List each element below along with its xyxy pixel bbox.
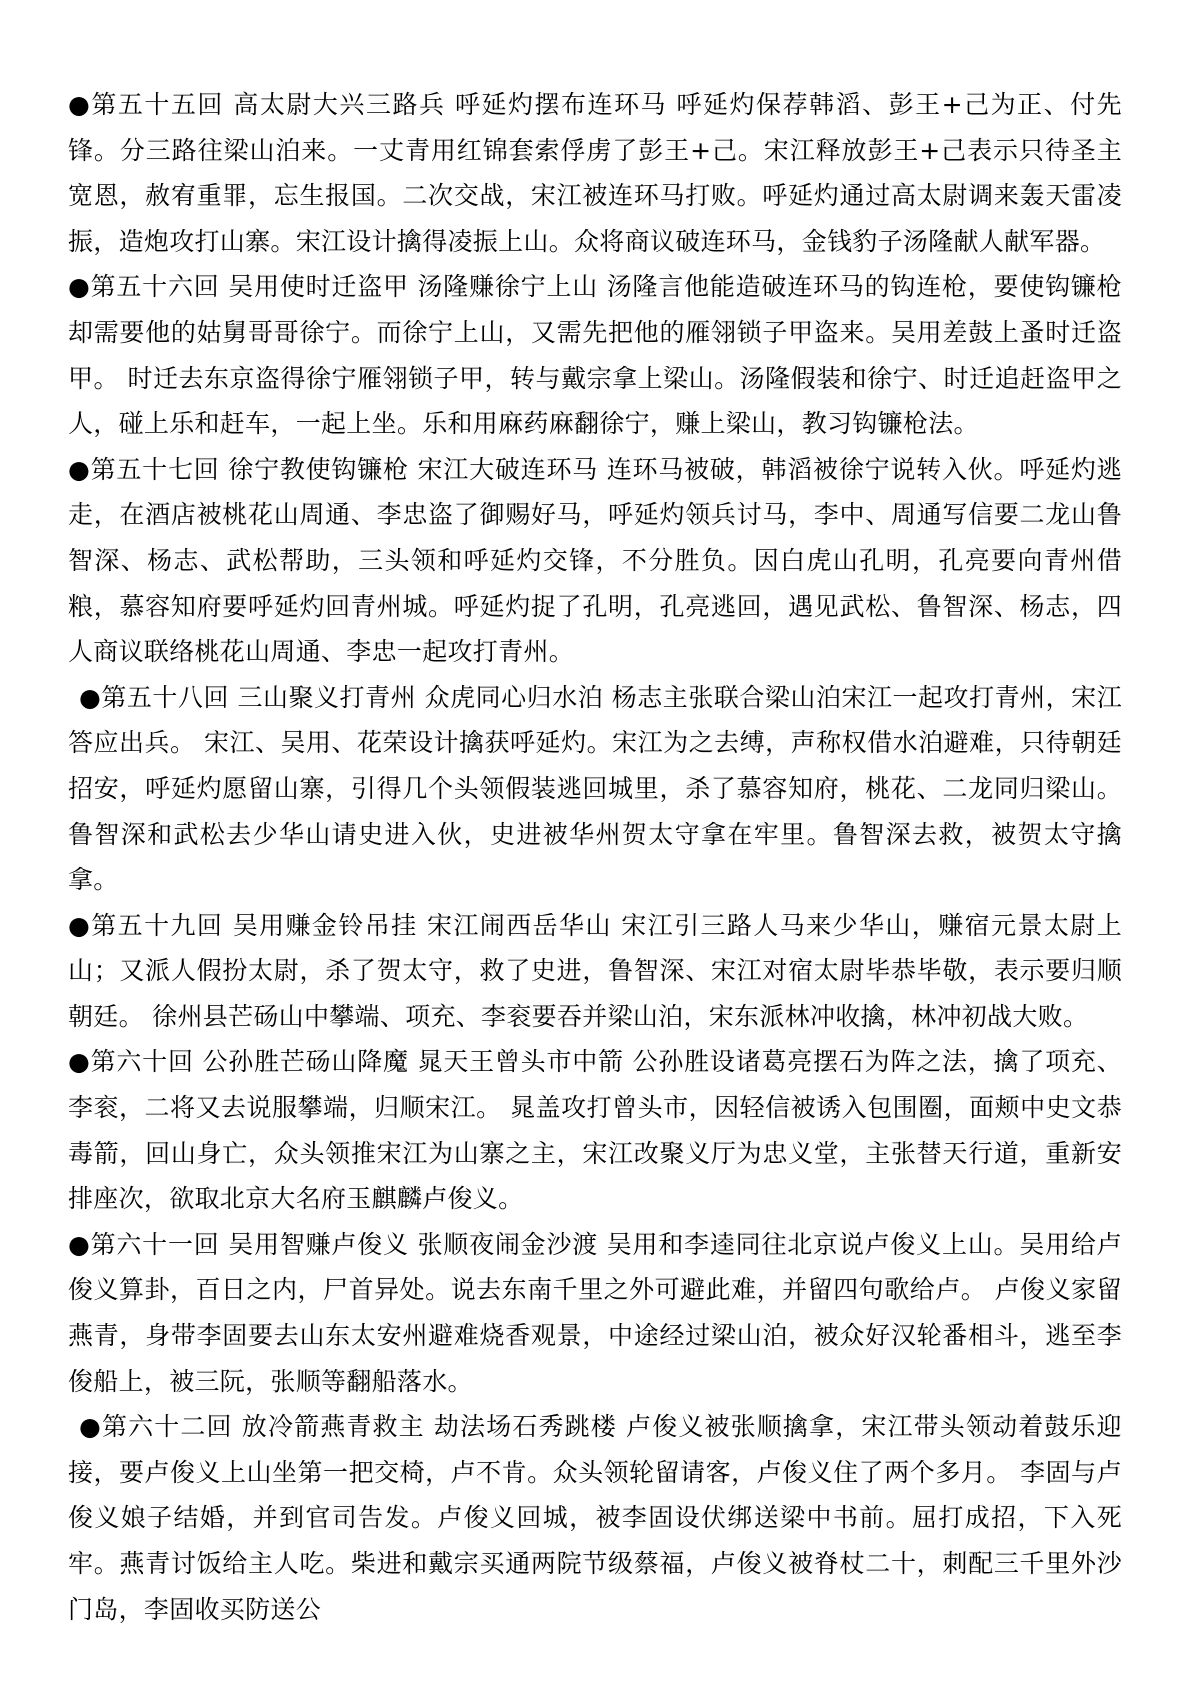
bullet-icon: ● — [68, 90, 92, 119]
chapter-body: 宋江引三路人马来少华山，赚宿元景太尉上山；又派人假扮太尉，杀了贺太守，救了史进，鲁智深、宋江对宿太尉毕恭毕敬，表示要归顺朝廷。 徐州县芒砀山中攀端、项充、李衮要吞并梁山泊，宋东派林冲收擒，林冲初战大败。 — [68, 910, 1123, 1031]
chapter-title: 徐宁教使钩镰枪 宋江大破连环马 — [228, 454, 599, 484]
chapter-paragraph-60 — [68, 1039, 1122, 1221]
chapter-number: 第五十六回 — [90, 272, 220, 302]
chapter-paragraph-62 — [68, 1404, 1122, 1632]
chapter-body: 汤隆言他能造破连环马的钩连枪，要使钩镰枪却需要他的姑舅哥哥徐宁。而徐宁上山，又需先把他的雁翎锁子甲盗来。吴用差鼓上蚤时迁盗甲。 时迁去东京盗得徐宁雁翎锁子甲，转与戴宗拿上梁山。汤隆假装和徐宁、时迁追赶盗甲之人，碰上乐和赶车，一起上坐。乐和用麻药麻翻徐宁，赚上梁山，教习钩镰枪法。 — [68, 272, 1122, 439]
chapter-number: 第六十二回 — [101, 1412, 233, 1442]
chapter-body: 连环马被破，韩滔被徐宁说转入伙。呼延灼逃走，在酒店被桃花山周通、李忠盗了御赐好马，呼延灼领兵讨马，李中、周通写信要二龙山鲁智深、杨志、武松帮助，三头领和呼延灼交锋，不分胜负。因白虎山孔明，孔亮要向青州借粮，慕容知府要呼延灼回青州城。呼延灼捉了孔明，孔亮逃回，遇见武松、鲁智深、杨志，四人商议联络桃花山周通、李忠一起攻打青州。 — [68, 454, 1122, 667]
chapter-body: 卢俊义被张顺擒拿，宋江带头领动着鼓乐迎接，要卢俊义上山坐第一把交椅，卢不肯。众头领轮留请客，卢俊义住了两个多月。 李固与卢俊义娘子结婚，并到官司告发。卢俊义回城，被李固设伏绑送梁中书前。屈打成招，下入死牢。燕青讨饭给主人吃。柴进和戴宗买通两院节级蔡福，卢俊义被脊杖二十，刺配三千里外沙门岛，李固收买防送公 — [68, 1412, 1122, 1624]
bullet-icon: ● — [68, 1229, 91, 1259]
chapter-title: 吴用使时迁盗甲 汤隆赚徐宁上山 — [228, 272, 599, 302]
chapter-paragraph-61 — [68, 1222, 1122, 1404]
chapter-paragraph-57 — [68, 447, 1122, 675]
chapter-body: 公孙胜设诸葛亮摆石为阵之法，擒了项充、李衮，二将又去说服攀端，归顺宋江。 晁盖攻打曾头市，因轻信被诱入包围圈，面颊中史文恭毒箭，回山身亡，众头领推宋江为山寨之主，宋江改聚义厅为忠义堂，主张替天行道，重新安排座次，欲取北京大名府玉麒麟卢俊义。 — [68, 1047, 1122, 1214]
chapter-title: 吴用赚金铃吊挂 宋江闹西岳华山 — [232, 910, 612, 940]
chapter-number: 第五十九回 — [91, 910, 224, 940]
chapter-title: 放冷箭燕青救主 劫法场石秀跳楼 — [241, 1412, 617, 1442]
chapter-body: 呼延灼保荐韩滔、彭王+己为正、付先锋。分三路往梁山泊来。一丈青用红锦套索俘虏了彭王+己。宋江释放彭王+己表示只待圣主宽恩，赦宥重罪，忘生报国。二次交战，宋江被连环马打败。呼延灼通过高太尉调来轰天雷凌振，造炮攻打山寨。宋江设计擒得凌振上山。众将商议破连环马，金钱豹子汤隆献人献军器。 — [68, 90, 1122, 256]
bullet-icon: ● — [68, 910, 92, 940]
chapter-title: 三山聚义打青州 众虎同心归水泊 — [237, 682, 604, 712]
chapter-title: 公孙胜芒砀山降魔 晁天王曾头市中箭 — [202, 1047, 624, 1077]
chapter-title: 高太尉大兴三路兵 呼延灼摆布连环马 — [233, 90, 668, 119]
chapter-number: 第五十五回 — [91, 90, 224, 119]
chapter-number: 第六十一回 — [90, 1229, 220, 1259]
bullet-icon: ● — [79, 682, 102, 712]
chapter-paragraph-56 — [68, 264, 1122, 446]
bullet-icon: ● — [68, 454, 91, 484]
bullet-icon: ● — [68, 1047, 91, 1077]
chapter-number: 第六十回 — [90, 1047, 194, 1077]
chapter-body: 吴用和李逵同往北京说卢俊义上山。吴用给卢俊义算卦，百日之内，尸首异处。说去东南千里之外可避此难，并留四句歌给卢。 卢俊义家留燕青，身带李固要去山东太安州避难烧香观景，中途经过梁山泊，被众好汉轮番相斗，逃至李俊船上，被三阮，张顺等翻船落水。 — [68, 1229, 1122, 1396]
chapter-paragraph-55 — [68, 82, 1122, 264]
chapter-summaries — [68, 82, 1122, 1632]
bullet-icon: ● — [68, 272, 91, 302]
chapter-paragraph-58 — [68, 675, 1122, 903]
chapter-paragraph-59 — [68, 903, 1122, 1040]
chapter-number: 第五十七回 — [90, 454, 220, 484]
chapter-body: 杨志主张联合梁山泊宋江一起攻打青州，宋江答应出兵。 宋江、吴用、花荣设计擒获呼延灼。宋江为之去缚，声称权借水泊避难，只待朝廷招安，呼延灼愿留山寨，引得几个头领假装逃回城里，杀了慕容知府，桃花、二龙同归梁山。 鲁智深和武松去少华山请史进入伙，史进被华州贺太守拿在牢里。鲁智深去救，被贺太守擒拿。 — [68, 682, 1123, 895]
bullet-icon: ● — [79, 1412, 102, 1442]
chapter-title: 吴用智赚卢俊义 张顺夜闹金沙渡 — [228, 1229, 599, 1259]
chapter-number: 第五十八回 — [101, 682, 229, 712]
